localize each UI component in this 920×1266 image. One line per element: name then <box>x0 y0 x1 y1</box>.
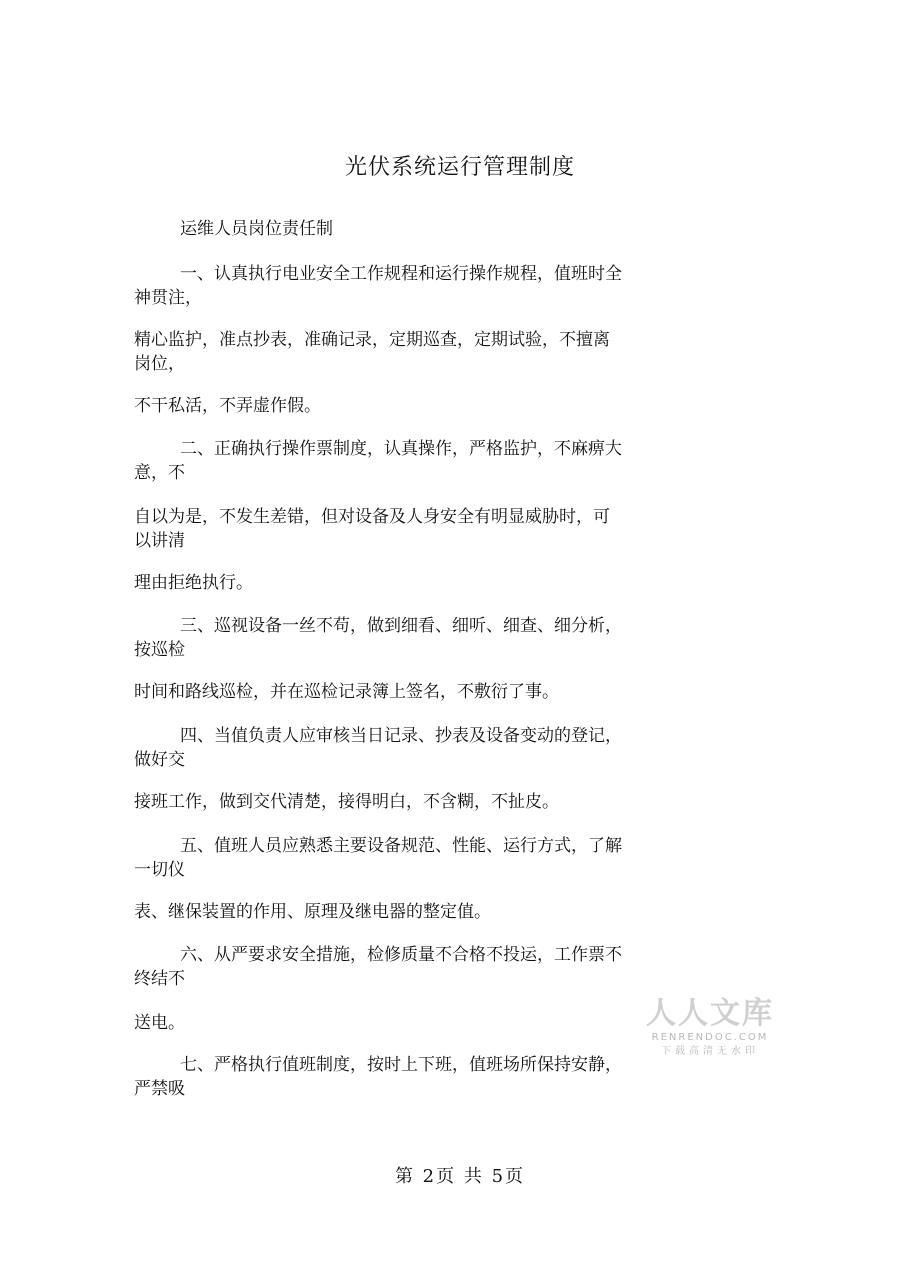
text-line: 四、当值负责人应审核当日记录、抄表及设备变动的登记， <box>180 726 622 746</box>
text-line: 七、严格执行值班制度，按时上下班，值班场所保持安静， <box>180 1055 622 1075</box>
text-line: 意，不 <box>134 463 185 483</box>
text-line: 精心监护，准点抄表，准确记录，定期巡查，定期试验，不擅离 <box>134 330 610 350</box>
section-heading: 运维人员岗位责任制 <box>180 219 333 239</box>
text-line: 岗位， <box>134 354 185 374</box>
text-line: 三、巡视设备一丝不苟，做到细看、细听、细查、细分析， <box>180 616 622 636</box>
text-line: 一切仪 <box>134 860 185 880</box>
text-line: 时间和路线巡检，并在巡检记录簿上签名，不敷衍了事。 <box>134 682 559 702</box>
text-line: 终结不 <box>134 969 185 989</box>
text-line: 理由拒绝执行。 <box>134 573 253 593</box>
watermark-logo: 人人文库 <box>646 996 774 1031</box>
text-line: 接班工作，做到交代清楚，接得明白，不含糊，不扯皮。 <box>134 792 559 812</box>
text-line: 二、正确执行操作票制度，认真操作，严格监护，不麻痹大 <box>180 439 622 459</box>
text-line: 送电。 <box>134 1013 185 1033</box>
text-line: 五、值班人员应熟悉主要设备规范、性能、运行方式，了解 <box>180 836 622 856</box>
text-line: 严禁吸 <box>134 1079 185 1099</box>
page-title: 光伏系统运行管理制度 <box>344 155 575 180</box>
watermark-tagline: 下载高清无水印 <box>661 1046 759 1057</box>
text-line: 表、继保装置的作用、原理及继电器的整定值。 <box>134 902 491 922</box>
text-line: 以讲清 <box>134 531 185 551</box>
watermark-domain: RENRENDOC.COM <box>651 1032 769 1043</box>
text-line: 按巡检 <box>134 640 185 660</box>
text-line: 自以为是，不发生差错，但对设备及人身安全有明显威胁时，可 <box>134 507 610 527</box>
text-line: 神贯注， <box>134 288 202 308</box>
page-number-footer: 第 2页 共 5页 <box>394 1166 526 1187</box>
watermark <box>645 997 775 1059</box>
text-line: 六、从严要求安全措施，检修质量不合格不投运，工作票不 <box>180 945 622 965</box>
text-line: 不干私活，不弄虚作假。 <box>134 396 321 416</box>
text-line: 做好交 <box>134 750 185 770</box>
text-line: 一、认真执行电业安全工作规程和运行操作规程，值班时全 <box>180 264 622 284</box>
